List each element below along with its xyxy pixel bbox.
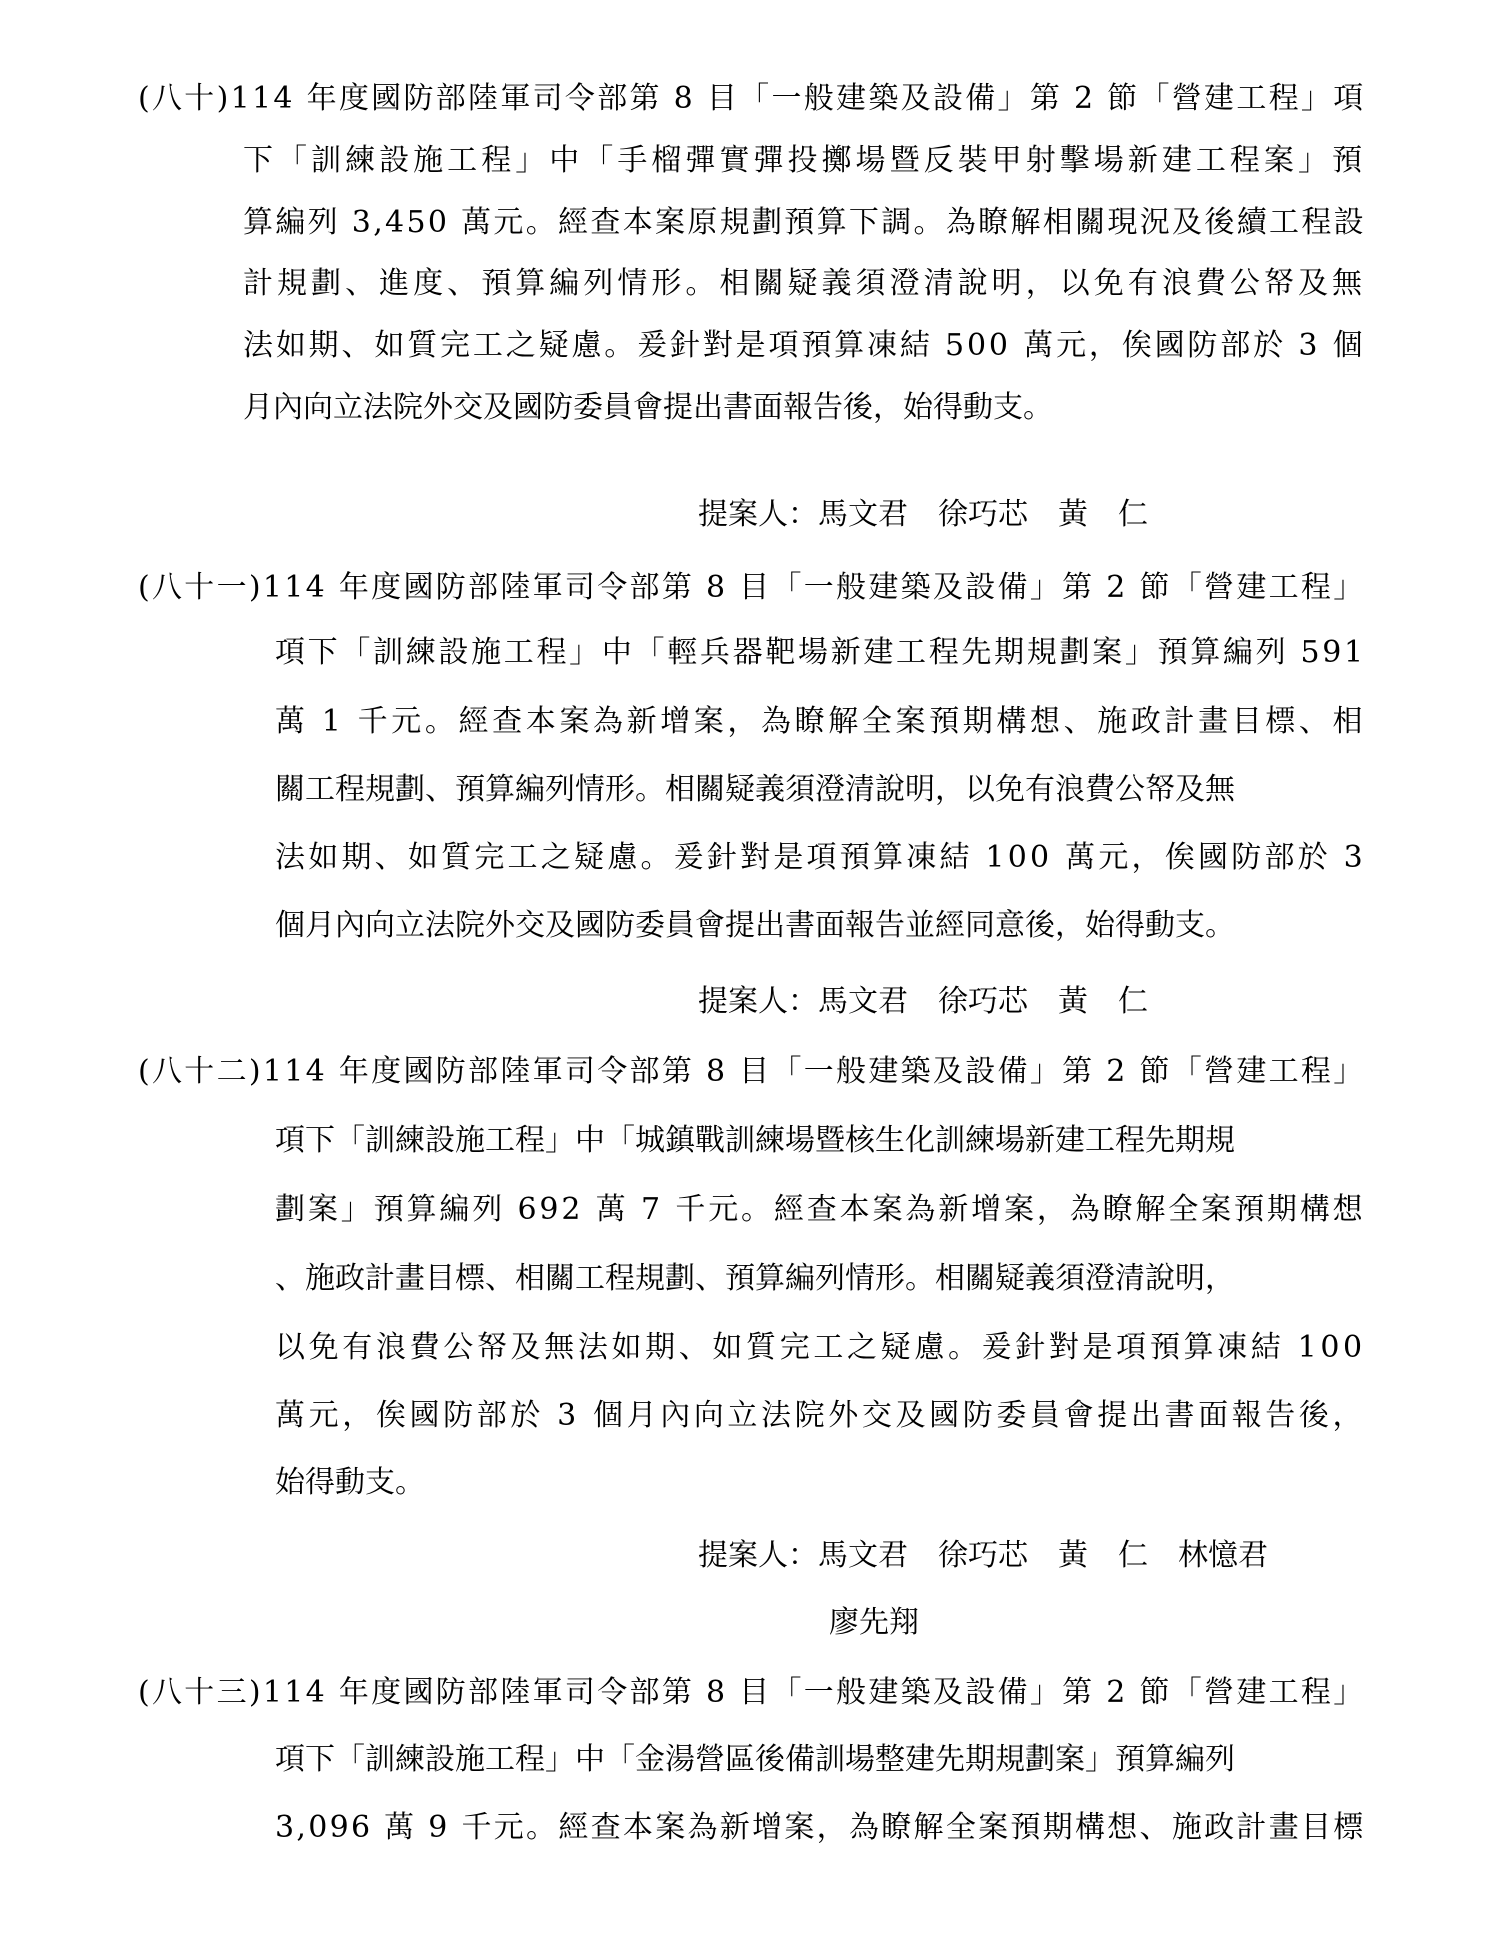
section-81-proposer: 提案人：馬文君 徐巧芯 黃 仁 xyxy=(698,984,1148,1019)
section-83-line-2: 項下「訓練設施工程」中「金湯營區後備訓場整建先期規劃案」預算編列 xyxy=(275,1742,1235,1777)
section-80-line-5: 法如期、如質完工之疑慮。爰針對是項預算凍結 500 萬元，俟國防部於 3 個 xyxy=(243,328,1366,363)
section-81-line-5: 法如期、如質完工之疑慮。爰針對是項預算凍結 100 萬元，俟國防部於 3 xyxy=(275,840,1366,875)
section-81-line-1: (八十一)114 年度國防部陸軍司令部第 8 目「一般建築及設備」第 2 節「營建工程」 xyxy=(138,570,1366,605)
section-82-line-2: 項下「訓練設施工程」中「城鎮戰訓練場暨核生化訓練場新建工程先期規 xyxy=(275,1123,1235,1158)
section-80-line-4: 計規劃、進度、預算編列情形。相關疑義須澄清說明，以免有浪費公帑及無 xyxy=(243,266,1366,301)
section-81-line-4: 關工程規劃、預算編列情形。相關疑義須澄清說明，以免有浪費公帑及無 xyxy=(275,772,1235,807)
section-83-marker: (八十三) xyxy=(138,1675,263,1710)
section-80-line-1: (八十)114 年度國防部陸軍司令部第 8 目「一般建築及設備」第 2 節「營建工程」項 xyxy=(138,81,1366,116)
section-82-line-3: 劃案」預算編列 692 萬 7 千元。經查本案為新增案，為瞭解全案預期構想 xyxy=(275,1192,1366,1227)
section-82-line-1: (八十二)114 年度國防部陸軍司令部第 8 目「一般建築及設備」第 2 節「營建工程」 xyxy=(138,1054,1366,1089)
section-81-line-2: 項下「訓練設施工程」中「輕兵器靶場新建工程先期規劃案」預算編列 591 xyxy=(275,635,1366,670)
section-80-marker: (八十) xyxy=(138,81,231,116)
section-83-line-3: 3,096 萬 9 千元。經查本案為新增案，為瞭解全案預期構想、施政計畫目標 xyxy=(275,1810,1366,1845)
section-80-proposer: 提案人：馬文君 徐巧芯 黃 仁 xyxy=(698,497,1148,532)
section-82-line-5: 以免有浪費公帑及無法如期、如質完工之疑慮。爰針對是項預算凍結 100 xyxy=(275,1330,1366,1365)
section-82-line-4: 、施政計畫目標、相關工程規劃、預算編列情形。相關疑義須澄清說明， xyxy=(275,1261,1235,1296)
section-81-line-3: 萬 1 千元。經查本案為新增案，為瞭解全案預期構想、施政計畫目標、相 xyxy=(275,704,1367,739)
section-82-marker: (八十二) xyxy=(138,1054,263,1089)
section-80-line-6: 月內向立法院外交及國防委員會提出書面報告後，始得動支。 xyxy=(243,390,1053,425)
section-80-line-2: 下「訓練設施工程」中「手榴彈實彈投擲場暨反裝甲射擊場新建工程案」預 xyxy=(243,143,1366,178)
section-80-line-3: 算編列 3,450 萬元。經查本案原規劃預算下調。為瞭解相關現況及後續工程設 xyxy=(243,205,1366,240)
section-82-line-7: 始得動支。 xyxy=(275,1465,425,1500)
section-82-proposer: 提案人：馬文君 徐巧芯 黃 仁 林憶君 xyxy=(698,1538,1268,1573)
section-82-line-6: 萬元，俟國防部於 3 個月內向立法院外交及國防委員會提出書面報告後， xyxy=(275,1398,1367,1433)
section-81-line-6: 個月內向立法院外交及國防委員會提出書面報告並經同意後，始得動支。 xyxy=(275,908,1235,943)
section-81-marker: (八十一) xyxy=(138,570,263,605)
section-83-line-1: (八十三)114 年度國防部陸軍司令部第 8 目「一般建築及設備」第 2 節「營建工程」 xyxy=(138,1675,1366,1710)
section-82-proposer-cont: 廖先翔 xyxy=(829,1605,919,1640)
